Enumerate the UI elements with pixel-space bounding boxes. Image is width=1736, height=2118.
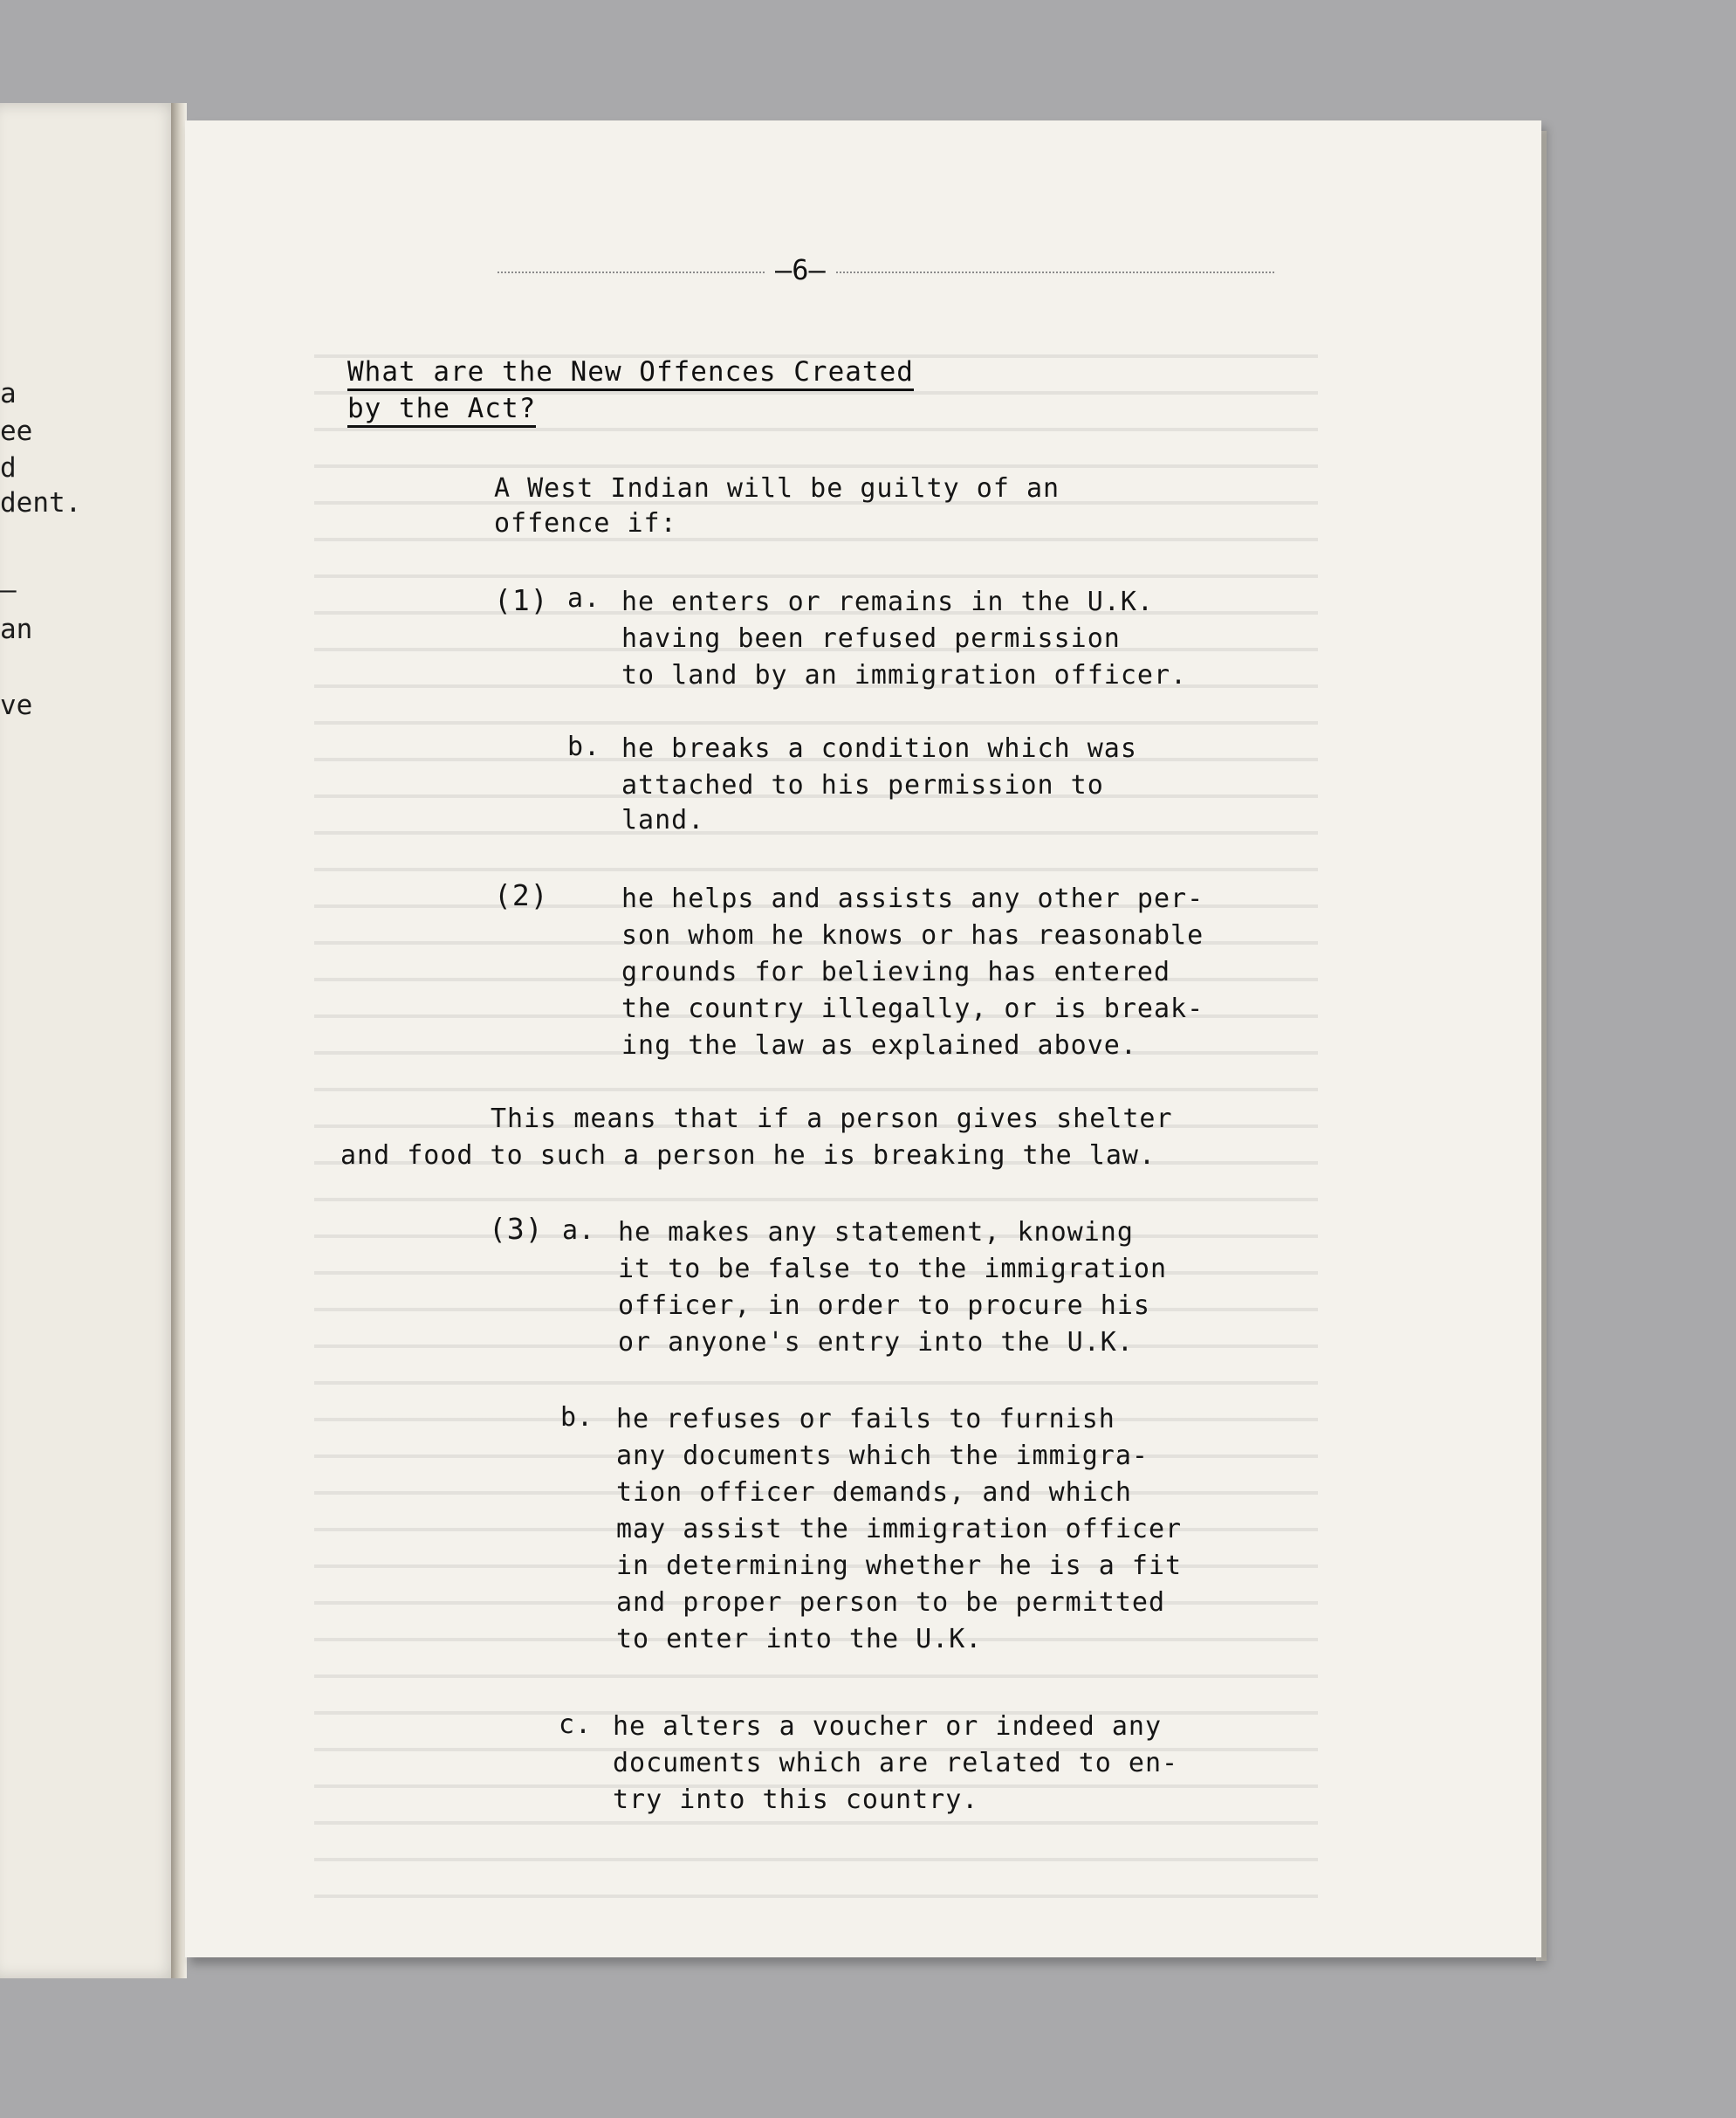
item-1-marker: (1) [494,583,549,617]
intro-line: A West Indian will be guilty of an [494,473,1060,504]
item-3b-line: he refuses or fails to furnish [616,1404,1115,1434]
item-2-line: he helps and assists any other per- [621,884,1204,914]
item-3b-line: tion officer demands, and which [616,1477,1132,1508]
left-fragment: ve [0,690,33,721]
page-number: –6– [766,253,834,286]
left-fragment: a [0,378,17,409]
item-1a-marker: a. [567,583,601,614]
item-3a-line: officer, in order to procure his [618,1290,1150,1321]
item-3a-marker: a. [562,1215,596,1246]
left-fragment: – [0,574,17,606]
page-number-rule [497,272,1274,273]
item-3a-line: or anyone's entry into the U.K. [618,1327,1134,1358]
item-1a-line: he enters or remains in the U.K. [621,587,1154,617]
left-fragment: ee [0,416,33,447]
item-1b-line: he breaks a condition which was [621,733,1137,764]
item-3b-line: in determining whether he is a fit [616,1551,1183,1581]
item-3b-line: to enter into the U.K. [616,1624,983,1654]
item-3a-line: he makes any statement, knowing [618,1217,1134,1248]
intro-line: offence if: [494,508,677,539]
item-2-line: son whom he knows or has reasonable [621,920,1204,951]
left-fragment: dent. [0,487,82,519]
item-3c-line: try into this country. [613,1784,979,1815]
item-3b-marker: b. [560,1402,594,1433]
item-1b-line: land. [621,805,705,836]
section-heading-line-1: What are the New Offences Created [347,356,914,391]
item-3-marker: (3) [489,1212,544,1246]
means-line: and food to such a person he is breaking the law. [340,1140,1156,1171]
item-3c-line: he alters a voucher or indeed any [613,1711,1163,1742]
item-1b-line: attached to his permission to [621,770,1104,801]
item-3b-line: and proper person to be permitted [616,1587,1166,1618]
left-page [0,103,180,1978]
item-2-line: grounds for believing has entered [621,957,1171,987]
item-1a-line: having been refused permission [621,623,1121,654]
item-1a-line: to land by an immigration officer. [621,660,1188,691]
item-3c-marker: c. [559,1709,593,1740]
left-fragment: an [0,614,33,645]
item-2-marker: (2) [494,878,549,912]
item-3b-line: may assist the immigration officer [616,1514,1183,1544]
item-2-line: ing the law as explained above. [621,1030,1137,1061]
item-3c-line: documents which are related to en- [613,1748,1179,1778]
item-1b-marker: b. [567,732,601,762]
left-fragment: d [0,452,17,484]
item-3b-line: any documents which the immigra- [616,1441,1149,1471]
section-heading-line-2: by the Act? [347,393,536,428]
item-2-line: the country illegally, or is break- [621,994,1204,1024]
item-3a-line: it to be false to the immigration [618,1254,1168,1284]
means-line: This means that if a person gives shelter [491,1104,1173,1134]
